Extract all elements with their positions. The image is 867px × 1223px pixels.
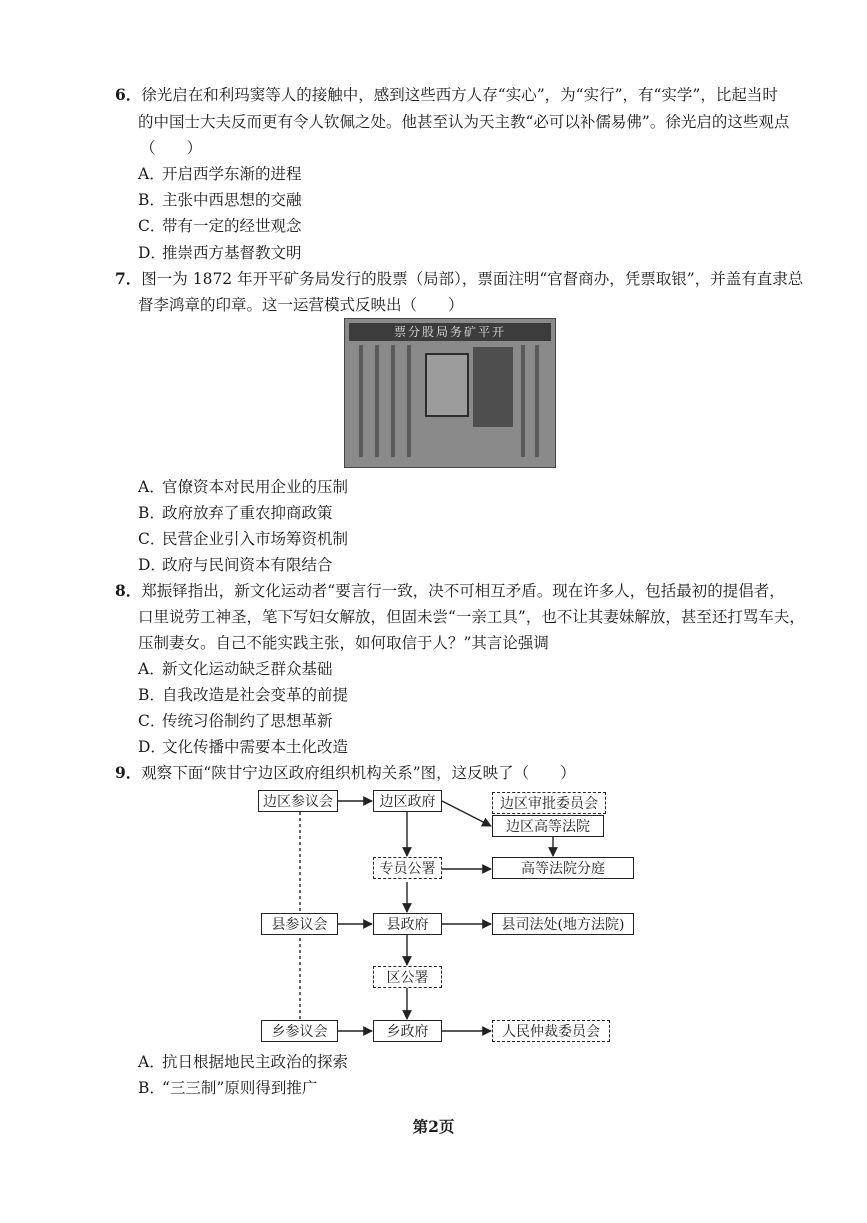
q8-option-c[interactable]: C．传统习俗制约了思想革新 xyxy=(138,712,333,730)
q7-text-1: 图一为 1872 年开平矿务局发行的股票（局部），票面注明“官督商办，凭票取银”，并盖有直隶总 xyxy=(141,270,804,288)
node-high-court-branch: 高等法院分庭 xyxy=(492,857,634,879)
stock-calligraphy xyxy=(473,347,513,427)
node-district-office: 区公署 xyxy=(373,966,442,988)
stock-column xyxy=(535,345,539,457)
q6-line-3: （ ） xyxy=(140,139,203,157)
stock-column xyxy=(391,345,395,457)
q8-option-d[interactable]: D．文化传播中需要本土化改造 xyxy=(138,738,349,756)
q7-option-a[interactable]: A．官僚资本对民用企业的压制 xyxy=(138,478,349,496)
q9-number: 9． xyxy=(115,763,142,782)
q7-option-b[interactable]: B．政府放弃了重农抑商政策 xyxy=(138,504,333,522)
q9-text-1: 观察下面“陕甘宁边区政府组织机构关系”图，这反映了（ ） xyxy=(141,764,576,782)
node-border-government: 边区政府 xyxy=(373,790,442,812)
stock-column xyxy=(375,345,379,457)
q9-option-b[interactable]: B．“三三制”原则得到推广 xyxy=(138,1079,318,1097)
q8-option-a[interactable]: A．新文化运动缺乏群众基础 xyxy=(138,660,333,678)
node-border-review-committee: 边区审批委员会 xyxy=(492,792,606,814)
node-township-government: 乡政府 xyxy=(373,1020,442,1042)
q6-line-1 xyxy=(115,84,778,106)
q8-line-2: 口里说劳工神圣，笔下写妇女解放，但固未尝“一亲工具”，也不让其妻妹解放，甚至还打骂车夫， xyxy=(138,608,805,626)
q9-option-a[interactable]: A．抗日根据地民主政治的探索 xyxy=(138,1053,349,1071)
q8-number: 8． xyxy=(115,581,142,600)
stock-seal xyxy=(425,353,469,417)
node-township-assembly: 乡参议会 xyxy=(261,1020,338,1042)
connector xyxy=(442,801,491,826)
node-border-high-court: 边区高等法院 xyxy=(492,815,604,837)
q8-text-1: 郑振铎指出，新文化运动者“要言行一致，决不可相互矛盾。现在许多人，包括最初的提倡者， xyxy=(141,582,785,600)
q7-option-d[interactable]: D．政府与民间资本有限结合 xyxy=(138,556,333,574)
node-commissioner-office: 专员公署 xyxy=(373,857,442,879)
stock-certificate-image xyxy=(344,318,556,468)
q7-line-2: 督李鸿章的印章。这一运营模式反映出（ ） xyxy=(138,296,464,314)
q6-option-c[interactable]: C．带有一定的经世观念 xyxy=(138,217,302,235)
node-county-assembly: 县参议会 xyxy=(261,913,338,935)
node-county-judicial: 县司法处(地方法院) xyxy=(492,913,634,935)
stock-column xyxy=(521,345,525,457)
q6-option-d[interactable]: D．推崇西方基督教文明 xyxy=(138,244,302,262)
q8-option-b[interactable]: B．自我改造是社会变革的前提 xyxy=(138,686,349,704)
stock-column xyxy=(359,345,363,457)
q6-option-b[interactable]: B．主张中西思想的交融 xyxy=(138,191,302,209)
q9-line-1 xyxy=(115,762,576,784)
q6-number: 6． xyxy=(115,85,142,104)
q7-line-1 xyxy=(115,268,803,290)
q8-line-1 xyxy=(115,580,785,602)
q7-option-c[interactable]: C．民营企业引入市场筹资机制 xyxy=(138,530,349,548)
q6-line-2: 的中国士大夫反而更有令人钦佩之处。他甚至认为天主教“必可以补儒易佛”。徐光启的这些观点 xyxy=(138,113,790,131)
q7-number: 7． xyxy=(115,269,142,288)
node-border-assembly: 边区参议会 xyxy=(258,790,338,812)
q8-line-3: 压制妻女。自己不能实践主张，如何取信于人？”其言论强调 xyxy=(138,634,549,652)
node-arbitration-committee: 人民仲裁委员会 xyxy=(492,1020,610,1042)
stock-column xyxy=(407,345,411,457)
q6-text-1: 徐光启在和利玛窦等人的接触中，感到这些西方人存“实心”，为“实行”，有“实学”，比起当时 xyxy=(141,86,778,104)
stock-header: 票分股局务矿平开 xyxy=(349,323,551,341)
node-county-government: 县政府 xyxy=(373,913,442,935)
q6-option-a[interactable]: A．开启西学东渐的进程 xyxy=(138,165,302,183)
page-number: 第2页 xyxy=(412,1117,455,1136)
